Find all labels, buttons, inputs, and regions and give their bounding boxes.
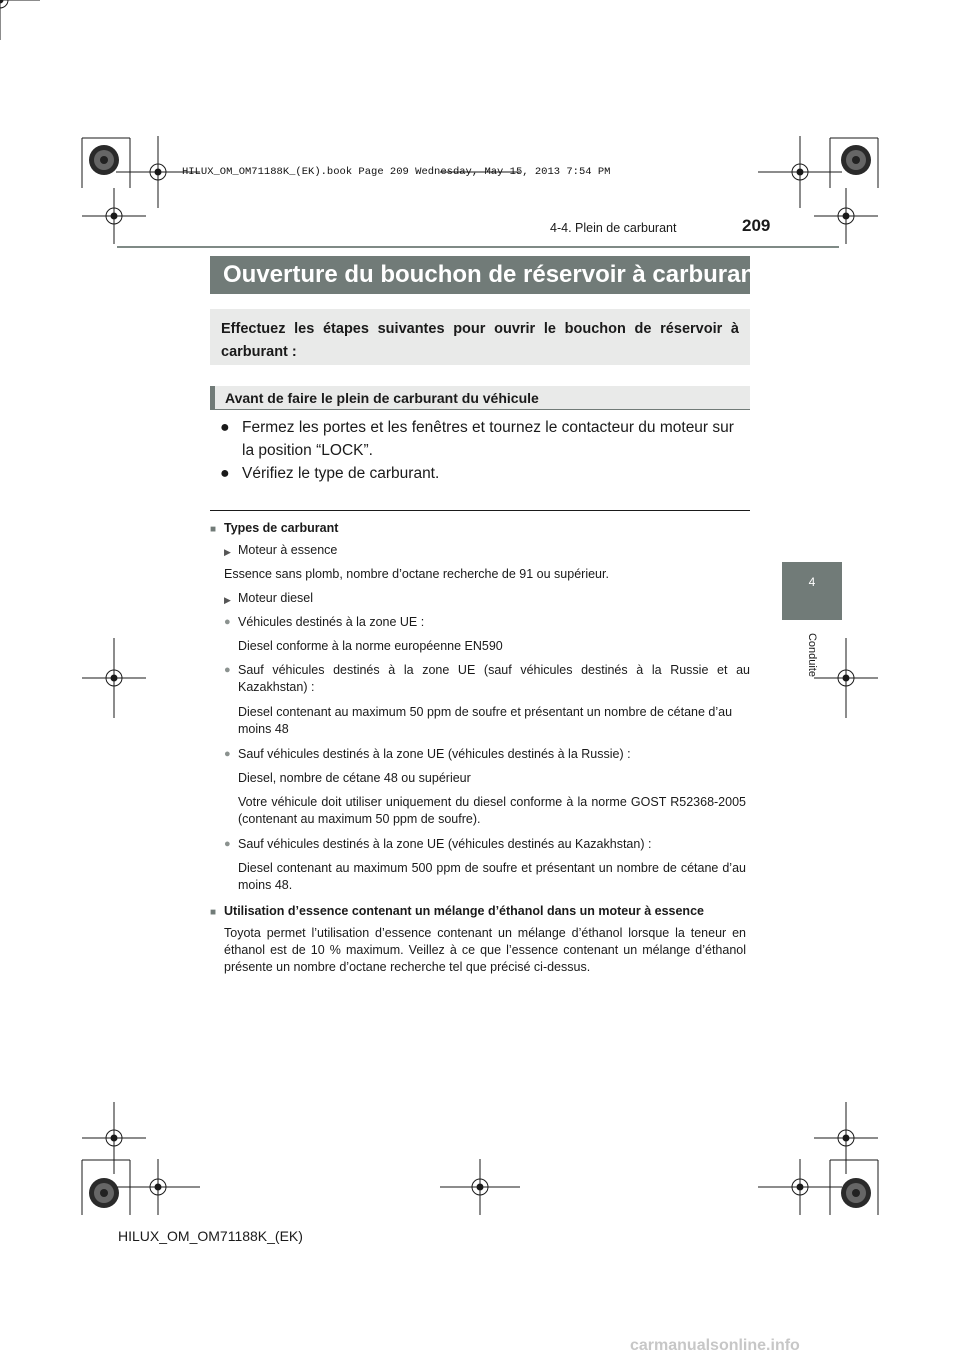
chapter-tab	[782, 562, 842, 620]
print-info-line: HILUX_OM_OM71188K_(EK).book Page 209 Wednesday, May 15, 2013 7:54 PM	[182, 166, 611, 178]
russia-text-2: Votre véhicule doit utiliser uniquement du diesel conforme à la norme GOST R52368-2005 (contenant au maximum 50 ppm de soufre).	[238, 795, 746, 826]
kazakhstan-text: Diesel contenant au maximum 500 ppm de soufre et présentant un nombre de cétane d’au moins 48.	[238, 861, 746, 892]
footer-code: HILUX_OM_OM71188K_(EK)	[118, 1228, 303, 1244]
header-rule	[117, 246, 839, 248]
non-eu-text: Diesel contenant au maximum 50 ppm de soufre et présentant un nombre de cétane d’au moins 48	[238, 705, 733, 736]
section-title: 4-4. Plein de carburant	[550, 221, 677, 235]
kazakhstan-label: ● Sauf véhicules destinés à la zone UE (véhicules destinés au Kazakhstan) :	[224, 837, 652, 851]
russia-text-1: Diesel, nombre de cétane 48 ou supérieur	[238, 771, 471, 785]
bullet-icon: ●	[224, 664, 231, 676]
bullet-icon: ●	[220, 419, 230, 436]
chapter-number: 4	[808, 575, 816, 589]
triangle-icon: ▶	[224, 547, 231, 557]
bullet-item	[220, 462, 750, 485]
bullet-icon: ●	[224, 748, 231, 760]
ethanol-heading: ■ Utilisation d’essence contenant un mélange d’éthanol dans un moteur à essence	[210, 903, 704, 920]
bullet-icon: ●	[220, 465, 230, 482]
page-number: 209	[742, 216, 771, 235]
page-title: Ouverture du bouchon de réservoir à carburant	[210, 256, 750, 294]
watermark: carmanualsonline.info	[630, 1337, 800, 1354]
bullet-icon: ●	[224, 616, 231, 628]
bullet-item	[220, 416, 750, 462]
subheading-box	[210, 386, 750, 410]
eu-text: Diesel conforme à la norme européenne EN590	[238, 639, 503, 653]
bullet-icon: ●	[224, 838, 231, 850]
section-divider	[210, 510, 750, 511]
subheading-text: Avant de faire le plein de carburant du véhicule	[225, 390, 539, 406]
triangle-icon: ▶	[224, 595, 231, 605]
petrol-text: Essence sans plomb, nombre d’octane recherche de 91 ou supérieur.	[224, 567, 609, 581]
square-bullet-icon: ■	[210, 907, 217, 918]
square-bullet-icon: ■	[210, 524, 217, 535]
subheading-bar	[210, 386, 215, 410]
non-eu-label: ● Sauf véhicules destinés à la zone UE (sauf véhicules destinés à la Russie et au Kazakhstan) :	[224, 663, 750, 694]
types-heading: ■ Types de carburant	[210, 520, 338, 537]
bullet-text: Fermez les portes et les fenêtres et tournez le contacteur du moteur sur la position “LOCK”.	[242, 419, 734, 459]
ethanol-text: Toyota permet l’utilisation d’essence contenant un mélange d’éthanol lorsque la teneur en éthanol est de 10 % maximum. Veillez à ce que l’essence contenant un mélange d’éthanol présente un nombre d’octane recherche tel que précisé ci-dessus.	[224, 926, 746, 974]
intro-box: Effectuez les étapes suivantes pour ouvrir le bouchon de réservoir à carburant :	[210, 309, 750, 365]
diesel-label: ▶ Moteur diesel	[224, 590, 313, 607]
russia-label: ● Sauf véhicules destinés à la zone UE (véhicules destinés à la Russie) :	[224, 747, 631, 761]
petrol-label: ▶ Moteur à essence	[224, 542, 337, 559]
eu-label: ● Véhicules destinés à la zone UE :	[224, 615, 425, 629]
chapter-label: Conduite	[806, 632, 818, 678]
bullet-text: Vérifiez le type de carburant.	[242, 465, 440, 482]
